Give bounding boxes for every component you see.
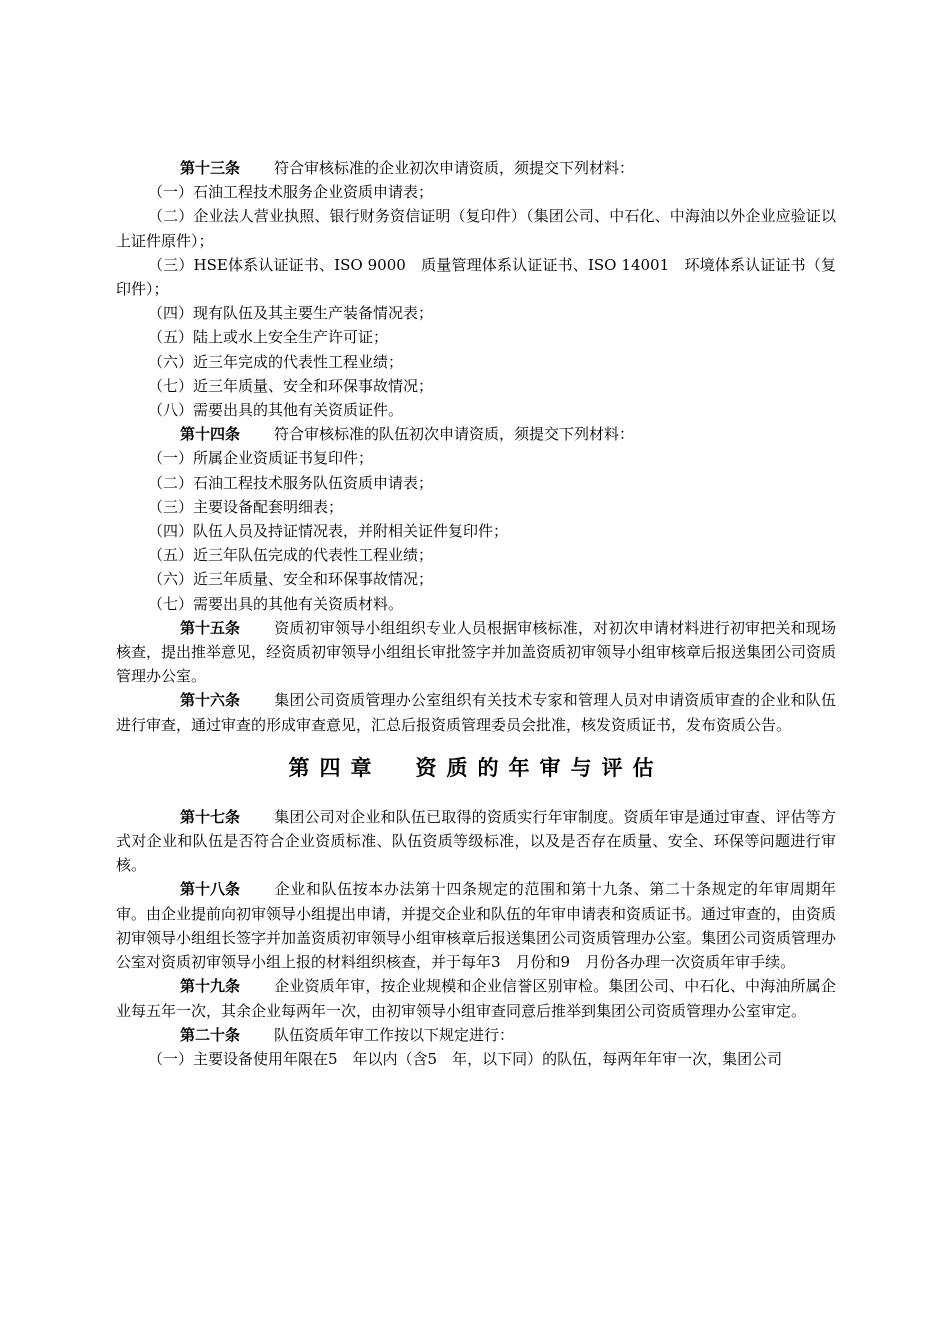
article-number: 第十四条 — [180, 425, 241, 444]
list-item: （四）现有队伍及其主要生产装备情况表； — [148, 304, 434, 323]
article-text: 资质初审领导小组组织专业人员根据审核标准，对初次申请材料进行初审把关和现场核查，提出推举意见，经资质初审领导小组组长审批签字并加盖资质初审领导小组审核章后报送集团公司资质管理办公室。 — [116, 618, 837, 686]
list-item: （三）主要设备配套明细表； — [148, 497, 344, 516]
chapter-number: 第四章 — [288, 754, 382, 780]
article-paragraph — [116, 805, 836, 878]
article-number: 第十五条 — [180, 618, 241, 637]
article-number: 第十九条 — [180, 977, 241, 996]
article-paragraph — [116, 688, 836, 736]
list-item: （一）所属企业资质证书复印件； — [148, 449, 374, 468]
article-number: 第十三条 — [180, 159, 241, 177]
article-text: 符合审核标准的队伍初次申请资质，须提交下列材料： — [274, 425, 635, 444]
article-paragraph — [116, 974, 836, 1022]
list-item: （一）主要设备使用年限在5 年以内（含5 年，以下同）的队伍，每两年年审一次，集团公司 — [148, 1049, 783, 1068]
article-paragraph — [116, 422, 836, 446]
articles-section-2 — [116, 805, 836, 1071]
chapter-title: 资质的年审与评估 — [415, 754, 664, 780]
article-number: 第十八条 — [180, 880, 241, 899]
list-item: （三）HSE体系认证证书、ISO 9000 质量管理体系认证证书、ISO 14001 环境体系认证证书（复印件）； — [116, 255, 836, 299]
list-item: （二）企业法人营业执照、银行财务资信证明（复印件）（集团公司、中石化、中海油以外企业应验证以上证件原件）； — [116, 207, 836, 250]
article-number: 第十七条 — [180, 807, 241, 826]
list-item: （六）近三年完成的代表性工程业绩； — [148, 352, 404, 371]
article-text: 队伍资质年审工作按以下规定进行： — [274, 1025, 515, 1044]
chapter-heading — [116, 753, 836, 783]
article-number: 第十六条 — [180, 691, 241, 710]
list-item: （五）近三年队伍完成的代表性工程业绩； — [148, 546, 434, 565]
list-item: （六）近三年质量、安全和环保事故情况； — [148, 570, 434, 589]
article-paragraph — [116, 877, 836, 974]
list-item: （一）石油工程技术服务企业资质申请表； — [148, 183, 434, 202]
article-text: 企业资质年审，按企业规模和企业信誉区别审检。集团公司、中石化、中海油所属企业每五年一次，其余企业每两年一次，由初审领导小组审查同意后推举到集团公司资质管理办公室审定。 — [116, 977, 836, 1020]
article-text: 符合审核标准的企业初次申请资质，须提交下列材料： — [274, 159, 635, 177]
list-item: （五）陆上或水上安全生产许可证； — [148, 328, 389, 347]
list-item: （七）近三年质量、安全和环保事故情况； — [148, 376, 434, 395]
article-paragraph — [116, 156, 836, 180]
article-number: 第二十条 — [180, 1025, 241, 1044]
article-text: 集团公司资质管理办公室组织有关技术专家和管理人员对申请资质审查的企业和队伍进行审查，通过审查的形成审查意见，汇总后报资质管理委员会批准，核发资质证书，发布资质公告。 — [116, 691, 836, 734]
list-item: （二）石油工程技术服务队伍资质申请表； — [148, 473, 434, 492]
list-item: （四）队伍人员及持证情况表，并附相关证件复印件； — [148, 522, 509, 541]
document-page — [116, 156, 836, 1071]
article-paragraph — [116, 616, 836, 689]
list-item: （七）需要出具的其他有关资质材料。 — [148, 594, 404, 613]
article-text: 集团公司对企业和队伍已取得的资质实行年审制度。资质年审是通过审查、评估等方式对企业和队伍是否符合企业资质标准、队伍资质等级标准，以及是否存在质量、安全、环保等问题进行审核。 — [116, 807, 836, 875]
list-item: （八）需要出具的其他有关资质证件。 — [148, 401, 404, 420]
articles-section-1 — [116, 156, 836, 737]
article-paragraph — [116, 1023, 836, 1047]
article-text: 企业和队伍按本办法第十四条规定的范围和第十九条、第二十条规定的年审周期年审。由企业提前向初审领导小组提出申请，并提交企业和队伍的年审申请表和资质证书。通过审查的，由资质初审领导小组组长签字并加盖资质初审领导小组审核章后报送集团公司资质管理办公室。集团公司资质管理办公室对资质初审领导小组上报的材料组织核查，并于每年3 月份和9 月份各办理一次资质年审手续。 — [116, 880, 837, 972]
